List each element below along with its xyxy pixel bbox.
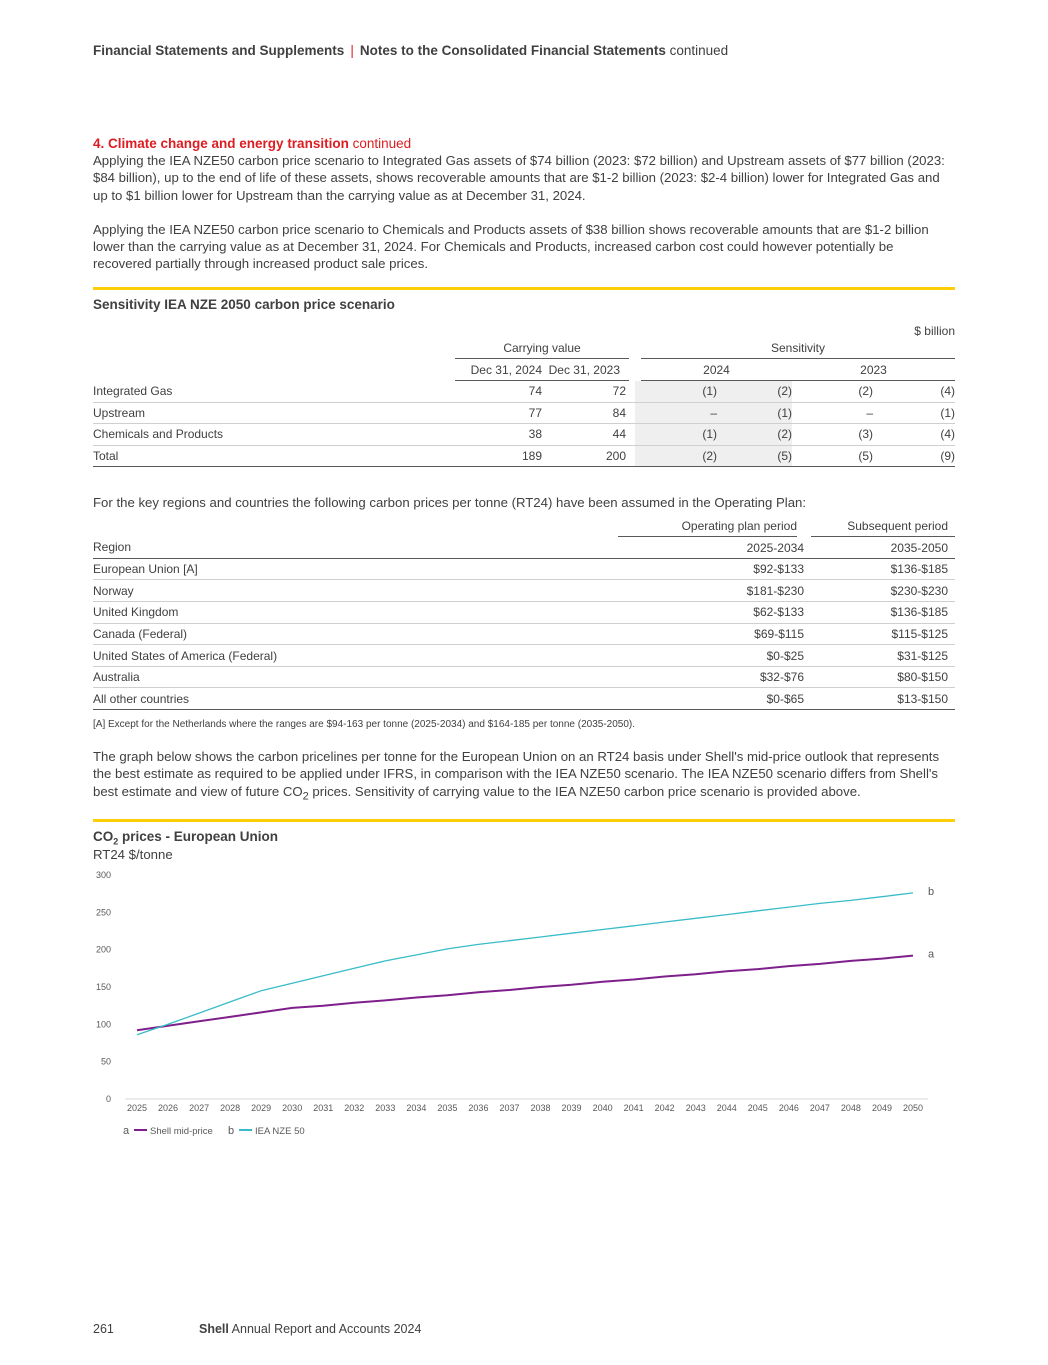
operating-price: $62-$133 (618, 602, 804, 624)
sensitivity-table-title: Sensitivity IEA NZE 2050 carbon price scenario (93, 296, 395, 312)
chart-title-sub: 2 (113, 836, 119, 847)
cell-sens-2024-a: (1) (635, 380, 717, 402)
legend-label-letter: a (123, 1125, 130, 1137)
operating-price: $32-$76 (618, 666, 804, 688)
y-tick-label: 50 (100, 1056, 111, 1067)
row-label: Chemicals and Products (93, 424, 455, 446)
table-row (93, 402, 955, 424)
x-tick-label: 2045 (747, 1103, 768, 1113)
header-sens-2023: 2023 (792, 359, 955, 381)
cell-carrying-2023: 84 (542, 402, 635, 424)
page-header (93, 43, 728, 58)
x-tick-label: 2035 (437, 1103, 458, 1113)
x-tick-label: 2039 (561, 1103, 582, 1113)
table-row (93, 645, 955, 667)
x-tick-label: 2030 (282, 1103, 303, 1113)
subsequent-price: $136-$185 (804, 558, 955, 580)
section-divider (93, 287, 955, 290)
legend-series-name: Shell mid-price (150, 1126, 213, 1137)
co2-price-chart (80, 860, 960, 1150)
cell-sens-2023-b: (1) (873, 402, 955, 424)
cell-sens-2024-a: – (635, 402, 717, 424)
header-subsequent-period: Subsequent period (804, 516, 955, 537)
cell-sens-2024-a: (2) (635, 445, 717, 467)
chart-divider (93, 819, 955, 822)
graph-description-part2: prices. Sensitivity of carrying value to the IEA NZE50 carbon price scenario is provided above. (308, 783, 861, 799)
x-tick-label: 2031 (313, 1103, 334, 1113)
x-tick-label: 2028 (220, 1103, 241, 1113)
header-dec-2023: Dec 31, 2023 (542, 359, 635, 381)
footer-brand (199, 1322, 421, 1336)
region-name: Australia (93, 666, 618, 688)
x-tick-label: 2034 (406, 1103, 427, 1113)
row-label: Integrated Gas (93, 380, 455, 402)
x-tick-label: 2037 (499, 1103, 520, 1113)
cell-sens-2023-b: (4) (873, 380, 955, 402)
table-row (93, 580, 955, 602)
table-row (93, 623, 955, 645)
region-name: European Union [A] (93, 558, 618, 580)
cell-sens-2024-b: (2) (717, 424, 792, 446)
section-title (93, 135, 955, 152)
operating-price: $181-$230 (618, 580, 804, 602)
table-row (93, 424, 955, 446)
cell-carrying-2024: 38 (455, 424, 542, 446)
header-dec-2024: Dec 31, 2024 (455, 359, 542, 381)
cell-sens-2023-b: (9) (873, 445, 955, 467)
region-name: All other countries (93, 688, 618, 710)
x-tick-label: 2043 (685, 1103, 706, 1113)
header-continued: continued (669, 43, 729, 58)
table-row (93, 380, 955, 402)
cell-sens-2024-b: (1) (717, 402, 792, 424)
x-tick-label: 2036 (468, 1103, 489, 1113)
header-carrying-value: Carrying value (455, 338, 635, 359)
cell-sens-2024-a: (1) (635, 424, 717, 446)
header-subsection: Notes to the Consolidated Financial Statements (359, 43, 666, 58)
cell-carrying-2024: 77 (455, 402, 542, 424)
row-label: Total (93, 445, 455, 467)
paragraph-chemicals: Applying the IEA NZE50 carbon price scenario to Chemicals and Products assets of $38 billion shows recoverable amounts that are $1-2 billion lower than the carrying value as at December 31, 2024. For Chemicals and Products, increased carbon cost could however potentially be recovered partially through increased product sale prices. (93, 221, 929, 272)
cell-sens-2023-a: – (792, 402, 873, 424)
x-tick-label: 2038 (530, 1103, 551, 1113)
graph-description-part1: The graph below shows the carbon pricelines per tonne for the European Union on an RT24 basis under Shell's mid-price outlook that represents the best estimate as required to be applied under IFRS, in comparison with the IEA NZE50 scenario. The IEA NZE50 scenario differs from Shell's best estimate and view of future CO (93, 748, 940, 799)
y-tick-label: 0 (105, 1094, 111, 1104)
page-content (93, 135, 955, 862)
region-name: United Kingdom (93, 602, 618, 624)
header-period-operating: 2025-2034 (618, 537, 804, 559)
subsequent-price: $136-$185 (804, 602, 955, 624)
table-row (93, 602, 955, 624)
x-tick-label: 2050 (902, 1103, 924, 1113)
header-section: Financial Statements and Supplements (93, 43, 345, 58)
graph-description-sub: 2 (302, 790, 309, 803)
series-end-label-a: a (928, 948, 935, 961)
header-sensitivity: Sensitivity (635, 338, 955, 359)
cell-sens-2023-a: (5) (792, 445, 873, 467)
x-tick-label: 2025 (126, 1103, 148, 1113)
subsequent-price: $80-$150 (804, 666, 955, 688)
cell-sens-2023-a: (2) (792, 380, 873, 402)
series-end-label-b: b (928, 885, 935, 898)
page-footer (93, 1322, 422, 1336)
x-tick-label: 2044 (716, 1103, 737, 1113)
section-title-continued: continued (352, 136, 412, 151)
cell-sens-2024-b: (5) (717, 445, 792, 467)
x-tick-label: 2048 (840, 1103, 861, 1113)
cell-carrying-2023: 200 (542, 445, 635, 467)
cell-carrying-2023: 44 (542, 424, 635, 446)
sensitivity-unit: $ billion (914, 323, 955, 338)
chart-title-post: prices - European Union (118, 828, 279, 844)
cell-sens-2024-b: (2) (717, 380, 792, 402)
carbon-price-intro: For the key regions and countries the following carbon prices per tonne (RT24) have been assumed in the Operating Plan: (93, 495, 807, 511)
cell-sens-2023-b: (4) (873, 424, 955, 446)
y-tick-label: 200 (95, 944, 111, 955)
graph-description (93, 748, 955, 806)
table-footnote: [A] Except for the Netherlands where the ranges are $94-163 per tonne (2025-2034) and $164-185 per tonne (2035-2050). (93, 718, 636, 730)
x-tick-label: 2047 (809, 1103, 830, 1113)
region-name: United States of America (Federal) (93, 645, 618, 667)
cell-carrying-2024: 74 (455, 380, 542, 402)
page-number: 261 (93, 1322, 114, 1336)
legend-label-letter: b (228, 1125, 235, 1137)
y-tick-label: 100 (95, 1019, 111, 1030)
chart-title-pre: CO (93, 828, 114, 844)
x-tick-label: 2042 (654, 1103, 675, 1113)
header-operating-period: Operating plan period (618, 516, 804, 537)
section-title-text: 4. Climate change and energy transition (93, 136, 349, 151)
header-separator: | (350, 43, 354, 58)
subsequent-price: $115-$125 (804, 623, 955, 645)
header-region: Region (93, 537, 618, 559)
x-tick-label: 2032 (344, 1103, 365, 1113)
x-tick-label: 2029 (251, 1103, 272, 1113)
operating-price: $0-$25 (618, 645, 804, 667)
operating-price: $0-$65 (618, 688, 804, 710)
legend-series-name: IEA NZE 50 (255, 1126, 305, 1137)
x-tick-label: 2041 (623, 1103, 644, 1113)
y-tick-label: 150 (95, 982, 111, 992)
chart-subtitle: RT24 $/tonne (93, 847, 173, 863)
operating-price: $92-$133 (618, 558, 804, 580)
header-sens-2024: 2024 (635, 359, 792, 381)
x-tick-label: 2040 (592, 1103, 613, 1113)
x-tick-label: 2046 (778, 1103, 799, 1113)
y-tick-label: 300 (95, 870, 111, 880)
row-label: Upstream (93, 402, 455, 424)
paragraph-integrated-gas: Applying the IEA NZE50 carbon price scenario to Integrated Gas assets of $74 billion (2023: $72 billion) and Upstream assets of $77 billion (2023: $84 billion), up to the end of life of these assets, shows recoverable amounts that are $1-2 billion (2023: $2-4 billion) lower for Integrated Gas and up to $1 billion lower for Upstream than the carrying value as at December 31, 2024. (93, 153, 945, 203)
subsequent-price: $31-$125 (804, 645, 955, 667)
region-name: Norway (93, 580, 618, 602)
cell-carrying-2023: 72 (542, 380, 635, 402)
brand-name: Shell (199, 1322, 229, 1336)
table-row (93, 666, 955, 688)
report-name: Annual Report and Accounts 2024 (231, 1322, 422, 1336)
x-tick-label: 2027 (189, 1103, 210, 1113)
table-row (93, 688, 955, 710)
table-row-total (93, 445, 955, 467)
x-tick-label: 2026 (158, 1103, 179, 1113)
region-name: Canada (Federal) (93, 623, 618, 645)
cell-sens-2023-a: (3) (792, 424, 873, 446)
subsequent-price: $13-$150 (804, 688, 955, 710)
cell-carrying-2024: 189 (455, 445, 542, 467)
x-tick-label: 2033 (375, 1103, 396, 1113)
subsequent-price: $230-$230 (804, 580, 955, 602)
table-row (93, 558, 955, 580)
operating-price: $69-$115 (618, 623, 804, 645)
chart-title (93, 829, 955, 847)
y-tick-label: 250 (95, 907, 111, 918)
sensitivity-table (93, 338, 955, 468)
header-period-subsequent: 2035-2050 (804, 537, 955, 559)
carbon-price-table (93, 516, 955, 710)
x-tick-label: 2049 (871, 1103, 892, 1113)
